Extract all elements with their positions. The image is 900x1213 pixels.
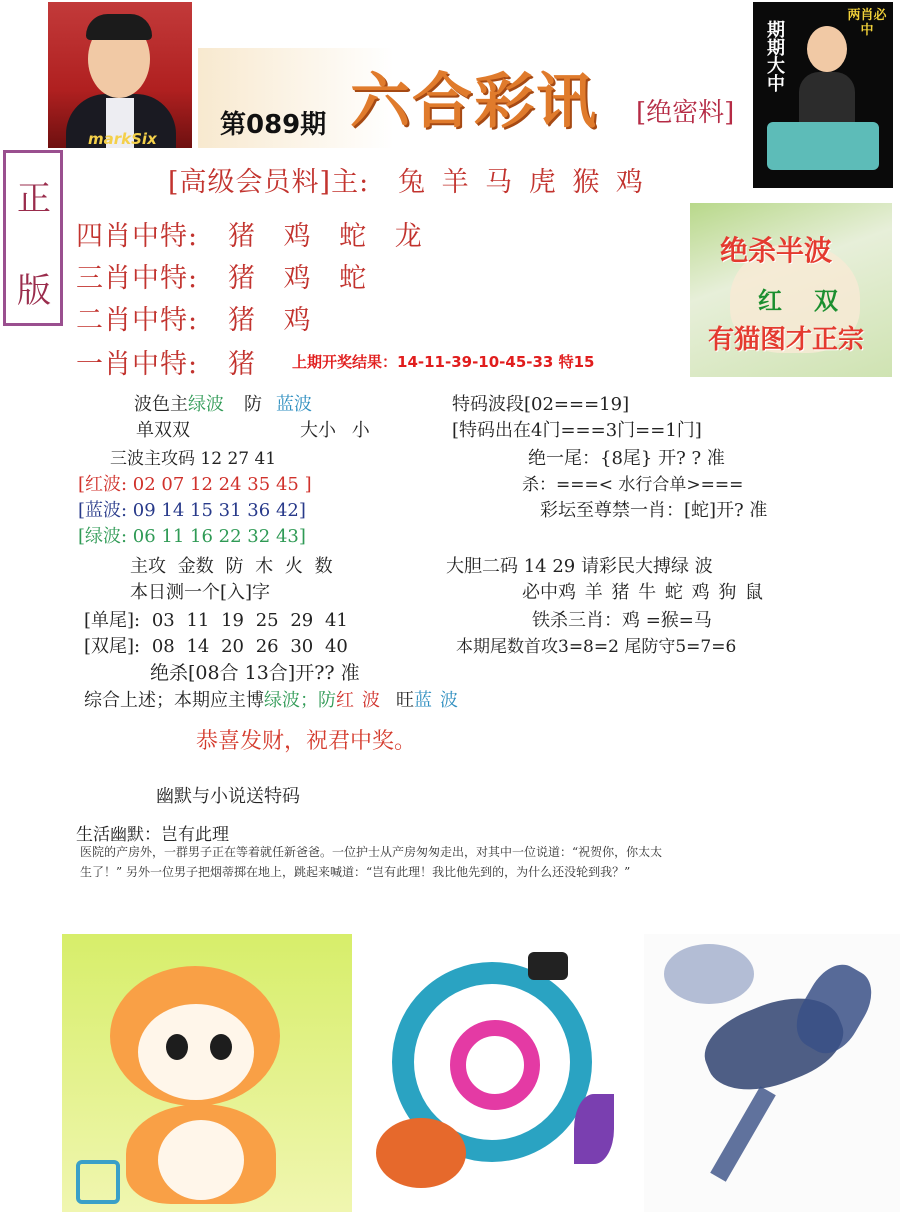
pick-one-label: 一肖中特: <box>76 349 199 380</box>
pick-one-value: 猪 <box>228 349 256 380</box>
page-subtitle: [绝密料] <box>636 98 735 128</box>
badge-face <box>807 26 847 72</box>
summary-wang: 旺 <box>396 690 414 711</box>
summary-green: 绿 <box>264 690 282 711</box>
snake-papercut-image <box>352 934 644 1212</box>
wave-fang: 防 <box>244 394 262 415</box>
pick-three-label: 三肖中特: <box>76 263 199 294</box>
pick-two-value: 猪 鸡 <box>228 305 312 336</box>
cat-text-2b: 双 <box>814 286 838 315</box>
story-line-2: 生了！” 另外一位男子把烟蒂掷在地上，跳起来喊道：“岂有此理！我比他先到的，为什么还没轮到我？” <box>80 865 631 879</box>
green-wave-numbers: [绿波: 06 11 16 22 32 43] <box>78 526 306 547</box>
banned-zodiac: 彩坛至尊禁一肖：[蛇]开? 准 <box>540 500 768 521</box>
snake-fruit <box>376 1118 466 1188</box>
story-heading: 生活幽默：岂有此理 <box>76 825 229 845</box>
summary-wave1: 波；防 <box>282 690 336 711</box>
tiger-character <box>76 1160 120 1204</box>
wave-main-prefix: 波色主 <box>134 394 188 415</box>
tiger-belly <box>158 1120 244 1200</box>
host-hair <box>86 14 152 40</box>
single-tail: [单尾]: 03 11 19 25 29 41 <box>84 610 348 631</box>
issue-number: 第089期 <box>220 110 327 140</box>
last-result: 上期开奖结果：14-11-39-10-45-33 特15 <box>292 353 595 371</box>
three-wave-main: 三波主攻码 12 27 41 <box>110 449 277 469</box>
double-tail: [双尾]: 08 14 20 26 30 40 <box>84 636 348 657</box>
horse-mane <box>664 944 754 1004</box>
tiger-face <box>138 1004 254 1100</box>
badge-figure-body <box>799 72 855 128</box>
blessing: 恭喜发财，祝君中奖。 <box>196 729 417 754</box>
tail-numbers: 本期尾数首攻3=8=2 尾防守5=7=6 <box>456 637 737 657</box>
bold-two-codes: 大胆二码 14 29 请彩民大搏绿 波 <box>446 556 713 577</box>
member-label: [高级会员料]主: <box>168 167 370 198</box>
special-range: 特码波段[02===19] <box>452 394 630 415</box>
authentic-tag-bottom: 版 <box>17 271 51 311</box>
must-win-zodiacs: 必中鸡 羊 猪 牛 蛇 鸡 狗 鼠 <box>522 582 764 603</box>
cat-image <box>690 203 892 377</box>
summary-wave2: 波 <box>362 690 380 711</box>
summary-wave3: 波 <box>440 690 458 711</box>
badge-text-corner: 两肖必中 <box>847 8 887 38</box>
marksix-logo: markSix <box>88 130 157 148</box>
kill-one-tail: 绝一尾：{8尾} 开? ? 准 <box>528 448 725 469</box>
summary-red: 红 <box>336 690 354 711</box>
badge-image <box>753 2 893 188</box>
big-small: 大小 小 <box>300 420 370 441</box>
iron-kill: 铁杀三肖：鸡 =猴=马 <box>532 610 712 631</box>
wave-main-green: 绿 <box>188 394 206 415</box>
special-door: [特码出在4门===3门==1门] <box>452 420 702 441</box>
summary-blue: 蓝 <box>414 690 432 711</box>
kill-combination: 绝杀[08合 13合]开?? 准 <box>150 662 360 684</box>
story-title: 幽默与小说送特码 <box>156 786 300 807</box>
horse-ink-image <box>644 934 900 1212</box>
badge-text-vertical: 期期大中 <box>764 20 785 92</box>
badge-desk <box>767 122 879 170</box>
pick-three-value: 猪 鸡 蛇 <box>228 263 368 294</box>
odd-even: 单双双 <box>136 420 190 441</box>
snake-head <box>528 952 568 980</box>
cat-text-3: 有猫图才正宗 <box>708 325 865 355</box>
story-line-1: 医院的产房外，一群男子正在等着就任新爸爸。一位护士从产房匆匆走出，对其中一位说道：“祝贺你，你太太 <box>80 845 663 859</box>
snake-leaf <box>574 1094 614 1164</box>
wave-blue: 蓝波 <box>276 394 312 415</box>
cat-text-1: 绝杀半波 <box>720 234 833 267</box>
page-title: 六合彩讯 <box>350 67 598 137</box>
member-zodiacs: 兔 羊 马 虎 猴 鸡 <box>398 167 647 198</box>
red-wave-numbers: [红波: 02 07 12 24 35 45 ] <box>78 474 312 495</box>
horse-leg <box>710 1086 776 1182</box>
pick-four-value: 猪 鸡 蛇 龙 <box>228 221 423 252</box>
wave-main-wave: 波 <box>206 394 224 415</box>
pick-two-label: 二肖中特: <box>76 305 199 336</box>
snake-coil-inner <box>450 1020 540 1110</box>
summary <box>84 686 458 712</box>
daily-character: 本日测一个[入]字 <box>130 582 271 603</box>
tiger-image <box>62 934 352 1212</box>
authentic-tag <box>3 150 63 326</box>
tiger-eye-left <box>166 1034 188 1060</box>
cat-text-2a: 红 <box>758 286 782 315</box>
host-photo <box>48 2 192 148</box>
kill-element: 杀：===< 水行合单>=== <box>522 475 744 495</box>
summary-prefix: 综合上述；本期应主博 <box>84 690 264 711</box>
wave-main <box>134 390 312 416</box>
blue-wave-numbers: [蓝波: 09 14 15 31 36 42] <box>78 500 306 521</box>
pick-four-label: 四肖中特: <box>76 221 199 252</box>
authentic-tag-top: 正 <box>17 179 51 219</box>
main-attack: 主攻 金数 防 木 火 数 <box>130 556 333 577</box>
tiger-eye-right <box>210 1034 232 1060</box>
